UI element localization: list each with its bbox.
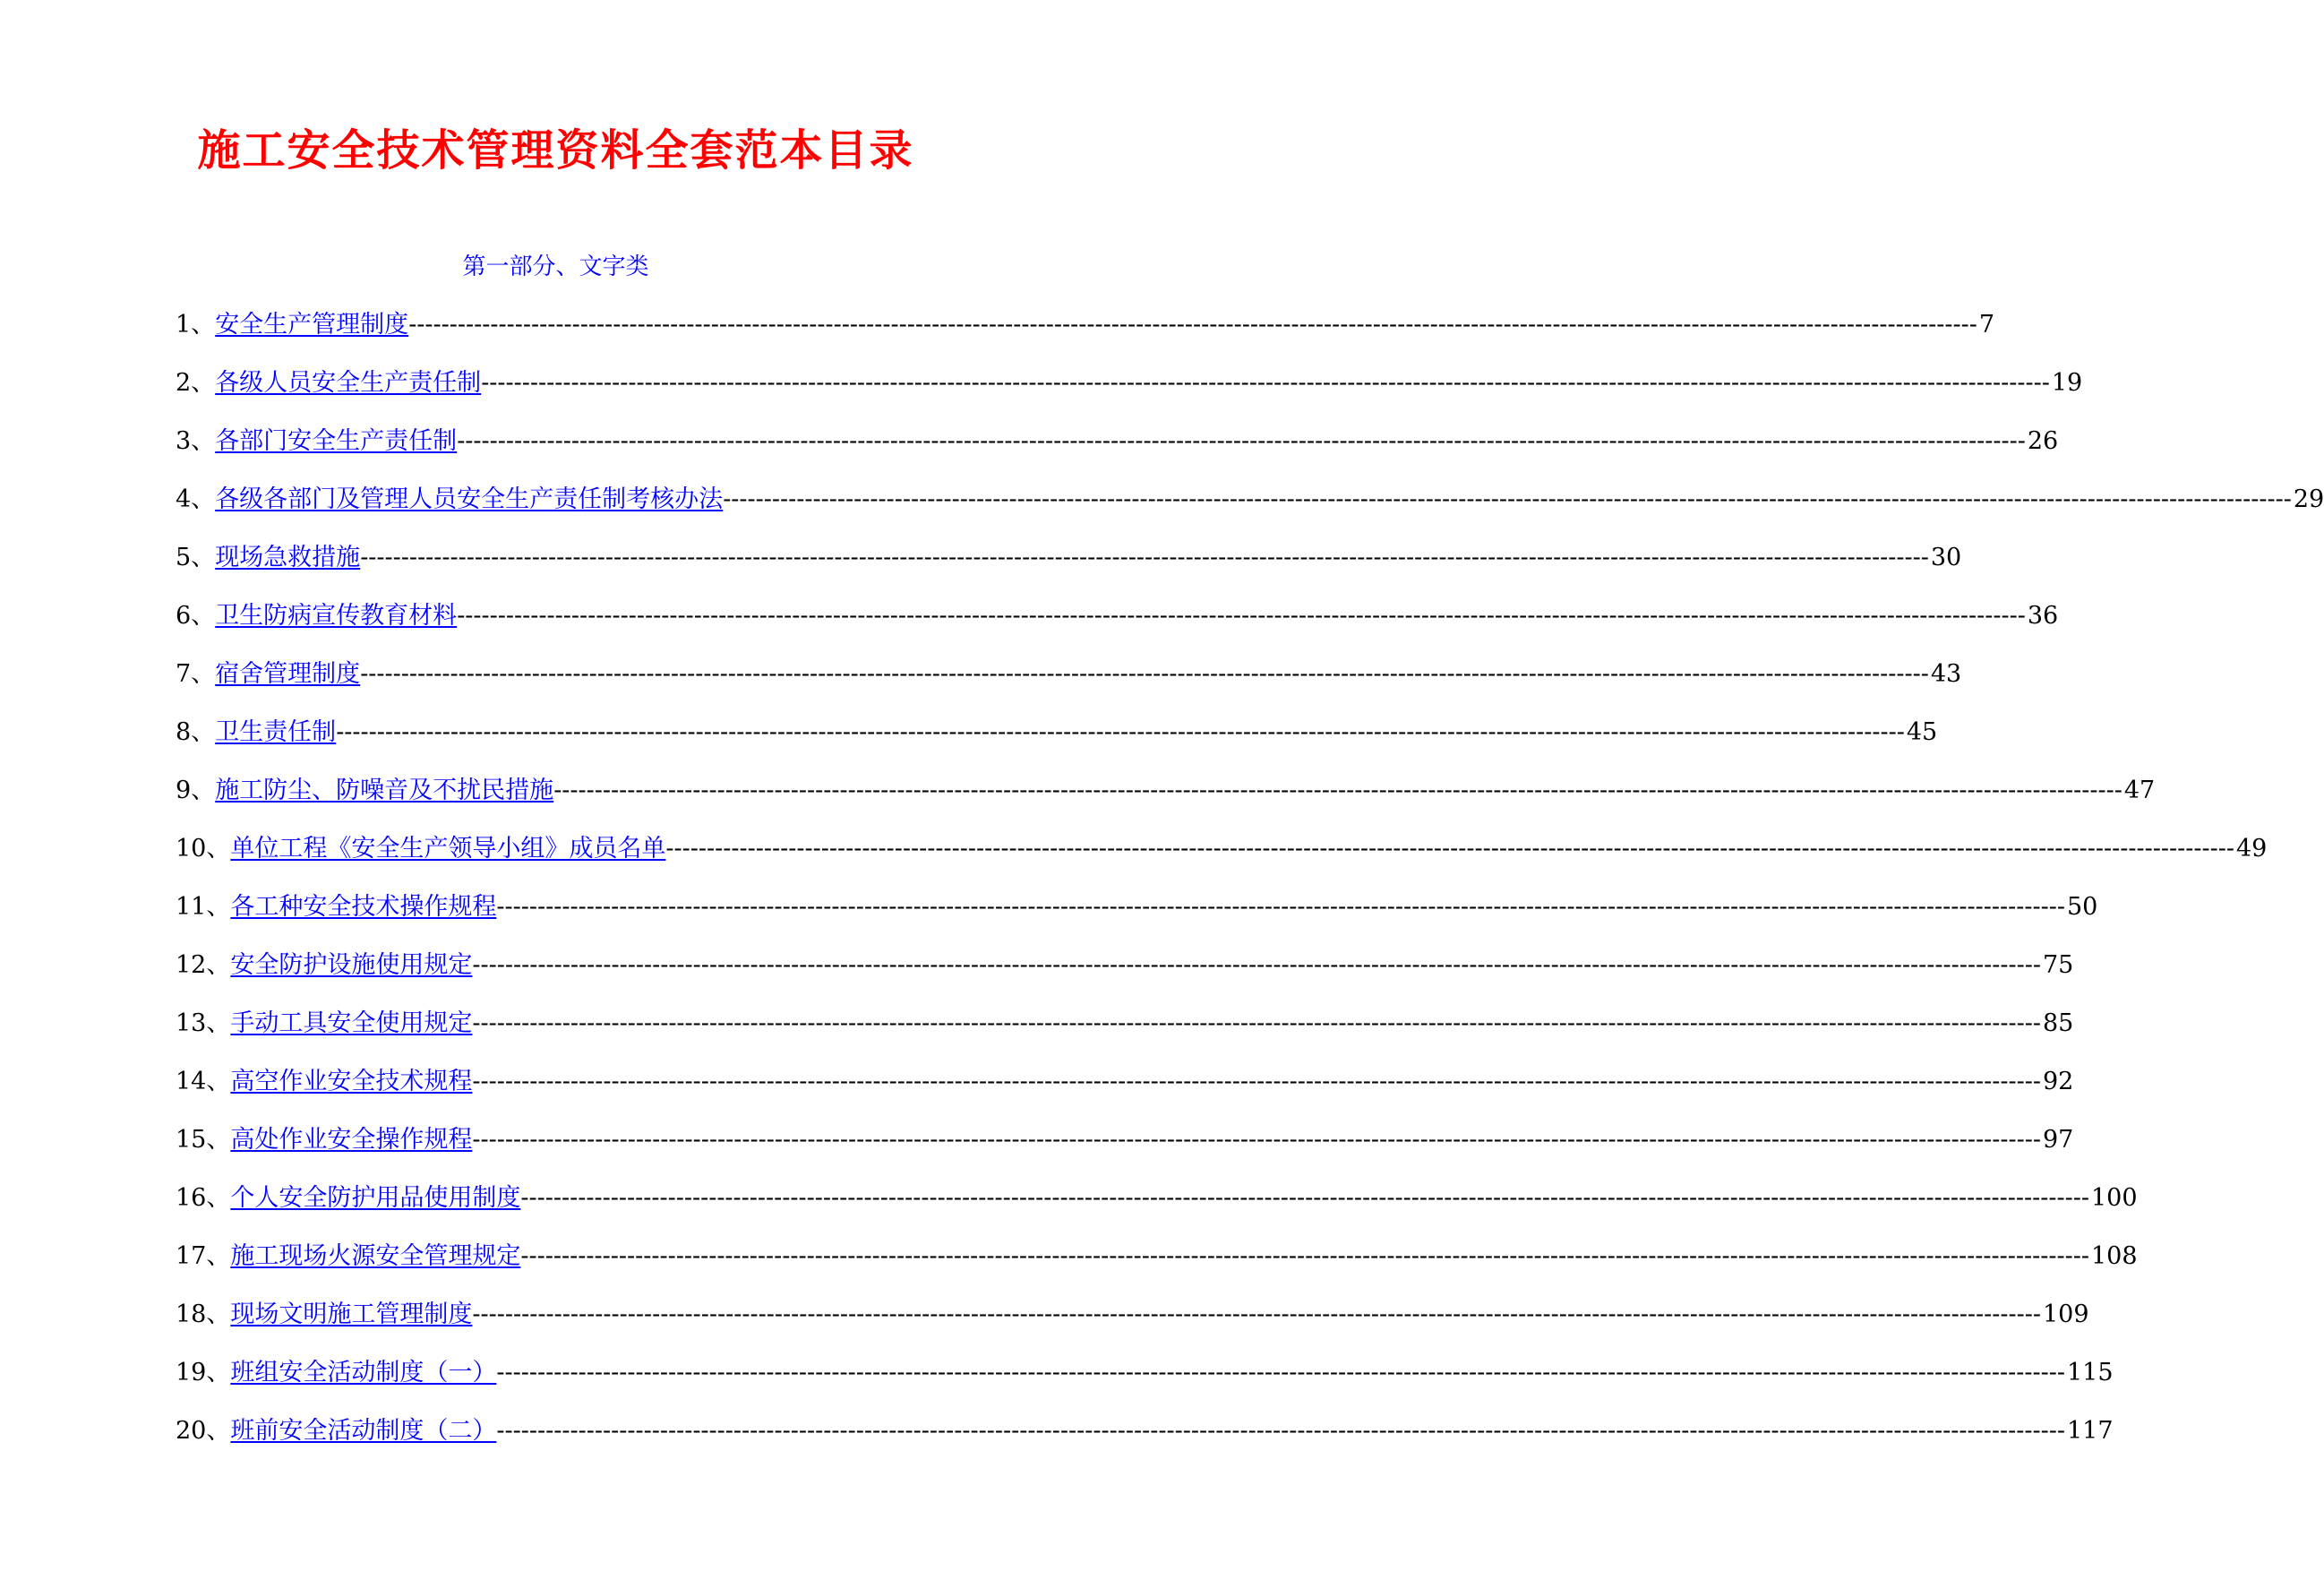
toc-entry-link[interactable]: 各级各部门及管理人员安全生产责任制考核办法 (215, 485, 724, 513)
toc-leader-dots: ------------------------------------------------------------------------------------------------------------------------------------------------------------------------------------------------ (472, 1009, 2041, 1037)
toc-entry (176, 717, 1938, 775)
toc-entry-link[interactable]: 卫生防病宣传教育材料 (215, 602, 458, 630)
toc-entry (176, 1008, 2074, 1066)
toc-page-number: 45 (1906, 718, 1938, 746)
toc-entry-number: 6、 (176, 602, 216, 630)
toc-page-number: 117 (2066, 1417, 2114, 1445)
toc-entry-link[interactable]: 高空作业安全技术规程 (230, 1068, 473, 1095)
toc-entry (176, 1299, 2089, 1357)
toc-leader-dots: ------------------------------------------------------------------------------------------------------------------------------------------------------------------------------------------------ (472, 1126, 2041, 1154)
toc-page-number: 92 (2042, 1068, 2074, 1095)
toc-entry-number: 11、 (176, 893, 231, 921)
toc-entry-number: 10、 (176, 835, 231, 863)
toc-entry-link[interactable]: 安全生产管理制度 (215, 311, 409, 339)
toc-page-number: 97 (2042, 1126, 2074, 1154)
toc-page-number: 50 (2066, 893, 2098, 921)
toc-entry (176, 425, 2059, 484)
toc-leader-dots: ------------------------------------------------------------------------------------------------------------------------------------------------------------------------------------------------ (520, 1242, 2089, 1270)
toc-leader-dots: ------------------------------------------------------------------------------------------------------------------------------------------------------------------------------------------------ (553, 777, 2122, 804)
toc-entry-number: 20、 (176, 1417, 231, 1445)
table-of-contents (176, 309, 2324, 1473)
toc-page-number: 36 (2027, 602, 2059, 630)
toc-entry-number: 4、 (176, 485, 216, 513)
toc-leader-dots: ------------------------------------------------------------------------------------------------------------------------------------------------------------------------------------------------ (408, 311, 1977, 339)
toc-leader-dots: ------------------------------------------------------------------------------------------------------------------------------------------------------------------------------------------------ (360, 660, 1929, 688)
toc-entry-link[interactable]: 安全防护设施使用规定 (230, 951, 473, 979)
toc-leader-dots: ------------------------------------------------------------------------------------------------------------------------------------------------------------------------------------------------ (336, 718, 1905, 746)
toc-entry-link[interactable]: 现场文明施工管理制度 (230, 1301, 473, 1328)
toc-leader-dots: ------------------------------------------------------------------------------------------------------------------------------------------------------------------------------------------------ (472, 951, 2041, 979)
toc-leader-dots: ------------------------------------------------------------------------------------------------------------------------------------------------------------------------------------------------ (723, 485, 2292, 513)
toc-leader-dots: ------------------------------------------------------------------------------------------------------------------------------------------------------------------------------------------------ (360, 544, 1929, 571)
toc-entry (176, 542, 1962, 600)
toc-page-number: 43 (1930, 660, 1962, 688)
toc-entry-link[interactable]: 施工现场火源安全管理规定 (230, 1242, 521, 1270)
toc-page-number: 29 (2293, 485, 2324, 513)
toc-entry (176, 1415, 2114, 1473)
toc-entry-number: 1、 (176, 311, 216, 339)
toc-page-number: 47 (2123, 777, 2156, 804)
toc-page-number: 26 (2027, 427, 2059, 455)
toc-entry (176, 1182, 2138, 1240)
toc-entry-number: 19、 (176, 1359, 231, 1386)
toc-entry (176, 1240, 2138, 1299)
document-title: 施工安全技术管理资料全套范本目录 (197, 125, 914, 176)
toc-entry-number: 3、 (176, 427, 216, 455)
toc-entry (176, 833, 2268, 891)
toc-page-number: 49 (2235, 835, 2268, 863)
toc-entry-link[interactable]: 手动工具安全使用规定 (230, 1009, 473, 1037)
toc-entry-number: 15、 (176, 1126, 231, 1154)
toc-entry-link[interactable]: 宿舍管理制度 (215, 660, 361, 688)
toc-page-number: 115 (2066, 1359, 2114, 1386)
toc-entry (176, 600, 2059, 658)
toc-entry (176, 1124, 2074, 1182)
toc-entry (176, 658, 1962, 717)
toc-entry-number: 17、 (176, 1242, 231, 1270)
toc-entry (176, 367, 2083, 425)
toc-entry (176, 775, 2156, 833)
toc-leader-dots: ------------------------------------------------------------------------------------------------------------------------------------------------------------------------------------------------ (472, 1068, 2041, 1095)
toc-entry-link[interactable]: 卫生责任制 (215, 718, 337, 746)
toc-entry-number: 8、 (176, 718, 216, 746)
toc-entry-link[interactable]: 个人安全防护用品使用制度 (230, 1184, 521, 1212)
toc-entry-number: 5、 (176, 544, 216, 571)
toc-page-number: 100 (2090, 1184, 2138, 1212)
toc-entry-link[interactable]: 各工种安全技术操作规程 (230, 893, 497, 921)
toc-page-number: 108 (2090, 1242, 2138, 1270)
toc-page-number: 19 (2051, 369, 2083, 397)
toc-page-number: 30 (1930, 544, 1962, 571)
toc-entry-number: 18、 (176, 1301, 231, 1328)
toc-page-number: 7 (1978, 311, 1994, 339)
toc-entry-number: 13、 (176, 1009, 231, 1037)
toc-entry-number: 14、 (176, 1068, 231, 1095)
toc-entry-link[interactable]: 各级人员安全生产责任制 (215, 369, 482, 397)
toc-leader-dots: ------------------------------------------------------------------------------------------------------------------------------------------------------------------------------------------------ (665, 835, 2234, 863)
toc-entry-number: 12、 (176, 951, 231, 979)
toc-entry (176, 309, 1994, 367)
toc-entry-link[interactable]: 高处作业安全操作规程 (230, 1126, 473, 1154)
toc-entry-link[interactable]: 各部门安全生产责任制 (215, 427, 458, 455)
toc-entry (176, 949, 2074, 1008)
toc-entry-number: 2、 (176, 369, 216, 397)
toc-entry (176, 891, 2098, 949)
section-heading: 第一部分、文字类 (462, 253, 649, 280)
toc-entry (176, 1357, 2114, 1415)
toc-page-number: 85 (2042, 1009, 2074, 1037)
toc-entry-link[interactable]: 施工防尘、防噪音及不扰民措施 (215, 777, 554, 804)
toc-leader-dots: ------------------------------------------------------------------------------------------------------------------------------------------------------------------------------------------------ (496, 1359, 2065, 1386)
toc-leader-dots: ------------------------------------------------------------------------------------------------------------------------------------------------------------------------------------------------ (496, 1417, 2065, 1445)
toc-entry (176, 484, 2324, 542)
toc-entry-link[interactable]: 班前安全活动制度（二） (230, 1417, 497, 1445)
toc-leader-dots: ------------------------------------------------------------------------------------------------------------------------------------------------------------------------------------------------ (457, 602, 2026, 630)
toc-entry-number: 16、 (176, 1184, 231, 1212)
toc-page-number: 75 (2042, 951, 2074, 979)
toc-entry (176, 1066, 2074, 1124)
toc-page-number: 109 (2042, 1301, 2089, 1328)
toc-leader-dots: ------------------------------------------------------------------------------------------------------------------------------------------------------------------------------------------------ (496, 893, 2065, 921)
toc-entry-link[interactable]: 班组安全活动制度（一） (230, 1359, 497, 1386)
toc-entry-number: 9、 (176, 777, 216, 804)
toc-entry-link[interactable]: 现场急救措施 (215, 544, 361, 571)
toc-leader-dots: ------------------------------------------------------------------------------------------------------------------------------------------------------------------------------------------------ (481, 369, 2050, 397)
toc-entry-number: 7、 (176, 660, 216, 688)
toc-leader-dots: ------------------------------------------------------------------------------------------------------------------------------------------------------------------------------------------------ (472, 1301, 2041, 1328)
toc-leader-dots: ------------------------------------------------------------------------------------------------------------------------------------------------------------------------------------------------ (457, 427, 2026, 455)
toc-leader-dots: ------------------------------------------------------------------------------------------------------------------------------------------------------------------------------------------------ (520, 1184, 2089, 1212)
toc-entry-link[interactable]: 单位工程《安全生产领导小组》成员名单 (230, 835, 666, 863)
